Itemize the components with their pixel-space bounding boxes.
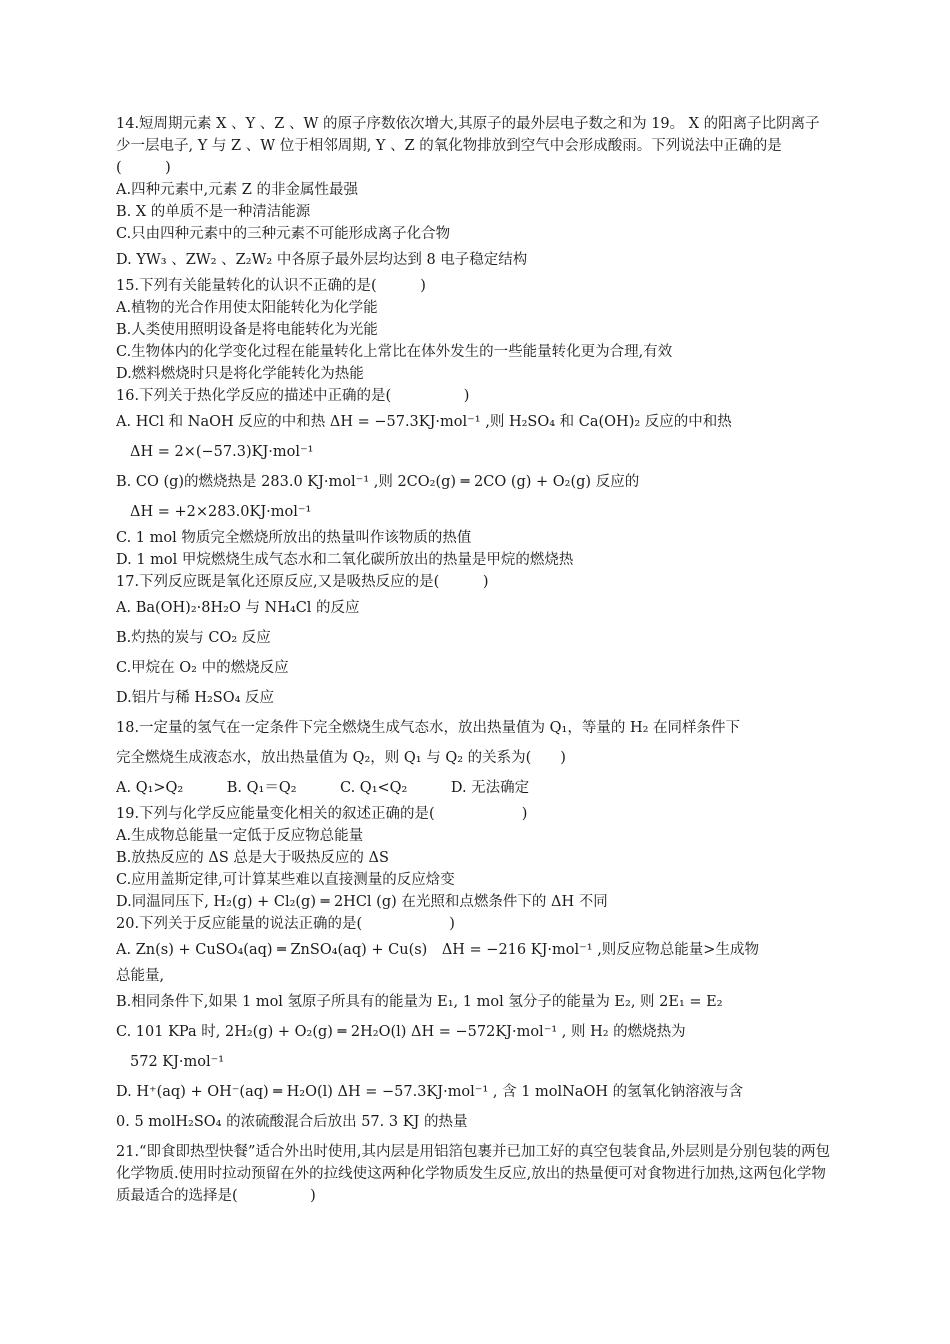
q20-option-a: A. Zn(s) + CuSO₄(aq) ═ ZnSO₄(aq) + Cu(s) ΔH = −216 KJ·mol⁻¹ ,则反应物总能量>生成物 [116,942,759,958]
question-14-stem: 14.短周期元素 X 、Y 、Z 、W 的原子序数依次增大,其原子的最外层电子数之和为 19。 X 的阳离子比阴离子少一层电子, Y 与 Z 、W 位于相邻周期, Y 、Z 的氧化物排放到空气中会形成酸雨。下列说法中正确的是( ) [116,116,820,176]
question-17-stem: 17.下列反应既是氧化还原反应,又是吸热反应的是( ) [116,574,489,590]
q16-option-a-cont: ΔH = 2×(−57.3)KJ·mol⁻¹ [130,444,314,460]
question-16-stem: 16.下列关于热化学反应的描述中正确的是( ) [116,388,470,404]
q19-option-a: A.生成物总能量一定低于反应物总能量 [116,828,364,844]
q16-option-b: B. CO (g)的燃烧热是 283.0 KJ·mol⁻¹ ,则 2CO₂(g) ═ 2CO (g) + O₂(g) 反应的 [116,474,640,490]
question-15-stem: 15.下列有关能量转化的认识不正确的是( ) [116,278,426,294]
q20-option-d-cont: 0. 5 molH₂SO₄ 的浓硫酸混合后放出 57. 3 KJ 的热量 [116,1114,468,1130]
q20-option-a-cont: 总能量, [116,968,165,984]
q17-option-b: B.灼热的炭与 CO₂ 反应 [116,630,271,646]
q20-option-c-cont: 572 KJ·mol⁻¹ [130,1054,225,1070]
q14-option-c: C.只由四种元素中的三种元素不可能形成离子化合物 [116,226,451,242]
q20-option-c: C. 101 KPa 时, 2H₂(g) + O₂(g) ═ 2H₂O(l) ΔH = −572KJ·mol⁻¹ , 则 H₂ 的燃烧热为 [116,1024,686,1040]
exam-page [116,113,832,1207]
q15-option-d: D.燃料燃烧时只是将化学能转化为热能 [116,366,364,382]
q15-option-a: A.植物的光合作用使太阳能转化为化学能 [116,300,378,316]
question-20-stem: 20.下列关于反应能量的说法正确的是( ) [116,916,455,932]
q14-option-b: B. X 的单质不是一种清洁能源 [116,204,311,220]
q19-option-b: B.放热反应的 ΔS 总是大于吸热反应的 ΔS [116,850,389,866]
q17-option-d: D.铝片与稀 H₂SO₄ 反应 [116,690,275,706]
question-18-stem: 18.一定量的氢气在一定条件下完全燃烧生成气态水，放出热量值为 Q₁，等量的 H₂ 在同样条件下 [116,720,741,736]
q20-option-d: D. H⁺(aq) + OH⁻(aq) ═ H₂O(l) ΔH = −57.3KJ·mol⁻¹ , 含 1 molNaOH 的氢氧化钠溶液与含 [116,1084,744,1100]
q15-option-c: C.生物体内的化学变化过程在能量转化上常比在体外发生的一些能量转化更为合理,有效 [116,344,673,360]
q16-option-c: C. 1 mol 物质完全燃烧所放出的热量叫作该物质的热值 [116,530,472,546]
q17-option-a: A. Ba(OH)₂·8H₂O 与 NH₄Cl 的反应 [116,600,360,616]
q14-option-a: A.四种元素中,元素 Z 的非金属性最强 [116,182,358,198]
q20-option-b: B.相同条件下,如果 1 mol 氢原子所具有的能量为 E₁, 1 mol 氢分子的能量为 E₂, 则 2E₁ = E₂ [116,994,723,1010]
q17-option-c: C.甲烷在 O₂ 中的燃烧反应 [116,660,289,676]
q16-option-a: A. HCl 和 NaOH 反应的中和热 ΔH = −57.3KJ·mol⁻¹ ,则 H₂SO₄ 和 Ca(OH)₂ 反应的中和热 [116,414,732,430]
q16-option-b-cont: ΔH = +2×283.0KJ·mol⁻¹ [130,504,312,520]
question-18-stem-cont: 完全燃烧生成液态水，放出热量值为 Q₂，则 Q₁ 与 Q₂ 的关系为( ) [116,750,566,766]
question-21-stem: 21.“即食即热型快餐”适合外出时使用,其内层是用铝箔包裹并已加工好的真空包装食品,外层则是分别包装的两包化学物质.使用时拉动预留在外的拉线使这两种化学物质发生反应,放出的热量便可对食物进行加热,这两包化学物质最适合的选择是( ) [116,1144,831,1204]
q16-option-d: D. 1 mol 甲烷燃烧生成气态水和二氧化碳所放出的热量是甲烷的燃烧热 [116,552,574,568]
q15-option-b: B.人类使用照明设备是将电能转化为光能 [116,322,378,338]
q14-option-d: D. YW₃ 、ZW₂ 、Z₂W₂ 中各原子最外层均达到 8 电子稳定结构 [116,252,528,268]
q19-option-d: D.同温同压下, H₂(g) + Cl₂(g) ═ 2HCl (g) 在光照和点燃条件下的 ΔH 不同 [116,894,608,910]
question-19-stem: 19.下列与化学反应能量变化相关的叙述正确的是( ) [116,806,528,822]
q18-options: A. Q₁>Q₂ B. Q₁＝Q₂ C. Q₁<Q₂ D. 无法确定 [116,780,530,796]
q19-option-c: C.应用盖斯定律,可计算某些难以直接测量的反应焓变 [116,872,455,888]
